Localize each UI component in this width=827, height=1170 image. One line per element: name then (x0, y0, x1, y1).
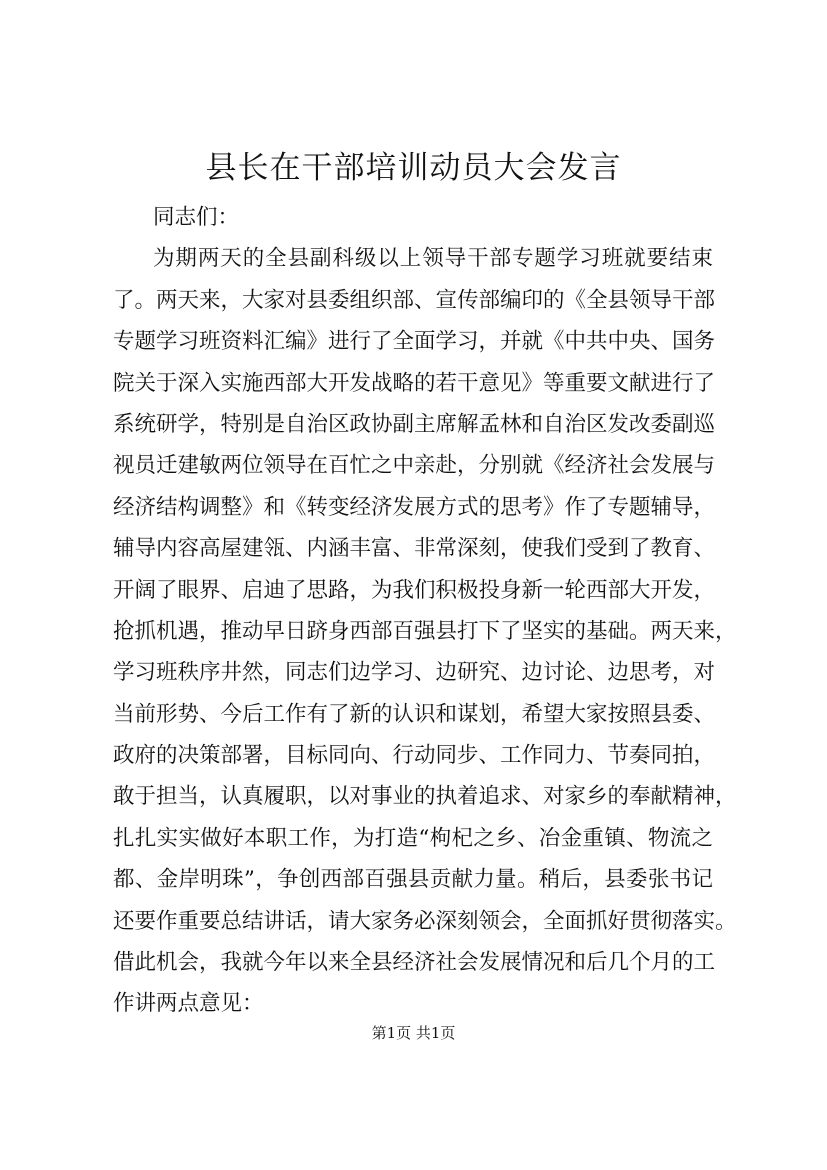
body-line: 系统研学，特别是自治区政协副主席解孟林和自治区发改委副巡 (113, 411, 716, 437)
body-line: 视员迁建敏两位领导在百忙之中亲赴，分别就《经济社会发展与 (113, 453, 716, 479)
body-line: 借此机会，我就今年以来全县经济社会发展情况和后几个月的工 (113, 950, 716, 976)
body-line: 敢于担当，认真履职，以对事业的执着追求、对家乡的奉献精神， (113, 784, 737, 810)
body-line: 扎扎实实做好本职工作，为打造“枸杞之乡、冶金重镇、物流之 (113, 825, 713, 851)
document-title: 县长在干部培训动员大会发言 (205, 150, 622, 186)
body-line: 学习班秩序井然，同志们边学习、边研究、边讨论、边思考，对 (113, 660, 716, 686)
body-line: 辅导内容高屋建瓴、内涵丰富、非常深刻，使我们受到了教育、 (113, 536, 716, 562)
body-line: 还要作重要总结讲话，请大家务必深刻领会，全面抓好贯彻落实。 (113, 908, 737, 934)
body-line: 作讲两点意见： (113, 991, 264, 1017)
body-line: 当前形势、今后工作有了新的认识和谋划，希望大家按照县委、 (113, 701, 716, 727)
body-line: 了。两天来，大家对县委组织部、宣传部编印的《全县领导干部 (113, 287, 716, 313)
body-line: 院关于深入实施西部大开发战略的若干意见》等重要文献进行了 (113, 370, 716, 396)
body-line: 专题学习班资料汇编》进行了全面学习，并就《中共中央、国务 (113, 329, 716, 355)
body-line: 抢抓机遇，推动早日跻身西部百强县打下了坚实的基础。两天来， (113, 618, 737, 644)
document-body (113, 197, 737, 1025)
body-line: 政府的决策部署，目标同向、行动同步、工作同力、节奏同拍， (113, 743, 716, 769)
salutation-line: 同志们： (153, 205, 240, 230)
body-line: 经济结构调整》和《转变经济发展方式的思考》作了专题辅导， (113, 494, 716, 520)
body-line: 都、金岸明珠”，争创西部百强县贡献力量。稍后，县委张书记 (113, 867, 713, 893)
body-line: 为期两天的全县副科级以上领导干部专题学习班就要结束 (153, 246, 713, 272)
page-footer: 第1页 共1页 (371, 1024, 456, 1042)
body-line: 开阔了眼界、启迪了思路，为我们积极投身新一轮西部大开发， (113, 577, 716, 603)
